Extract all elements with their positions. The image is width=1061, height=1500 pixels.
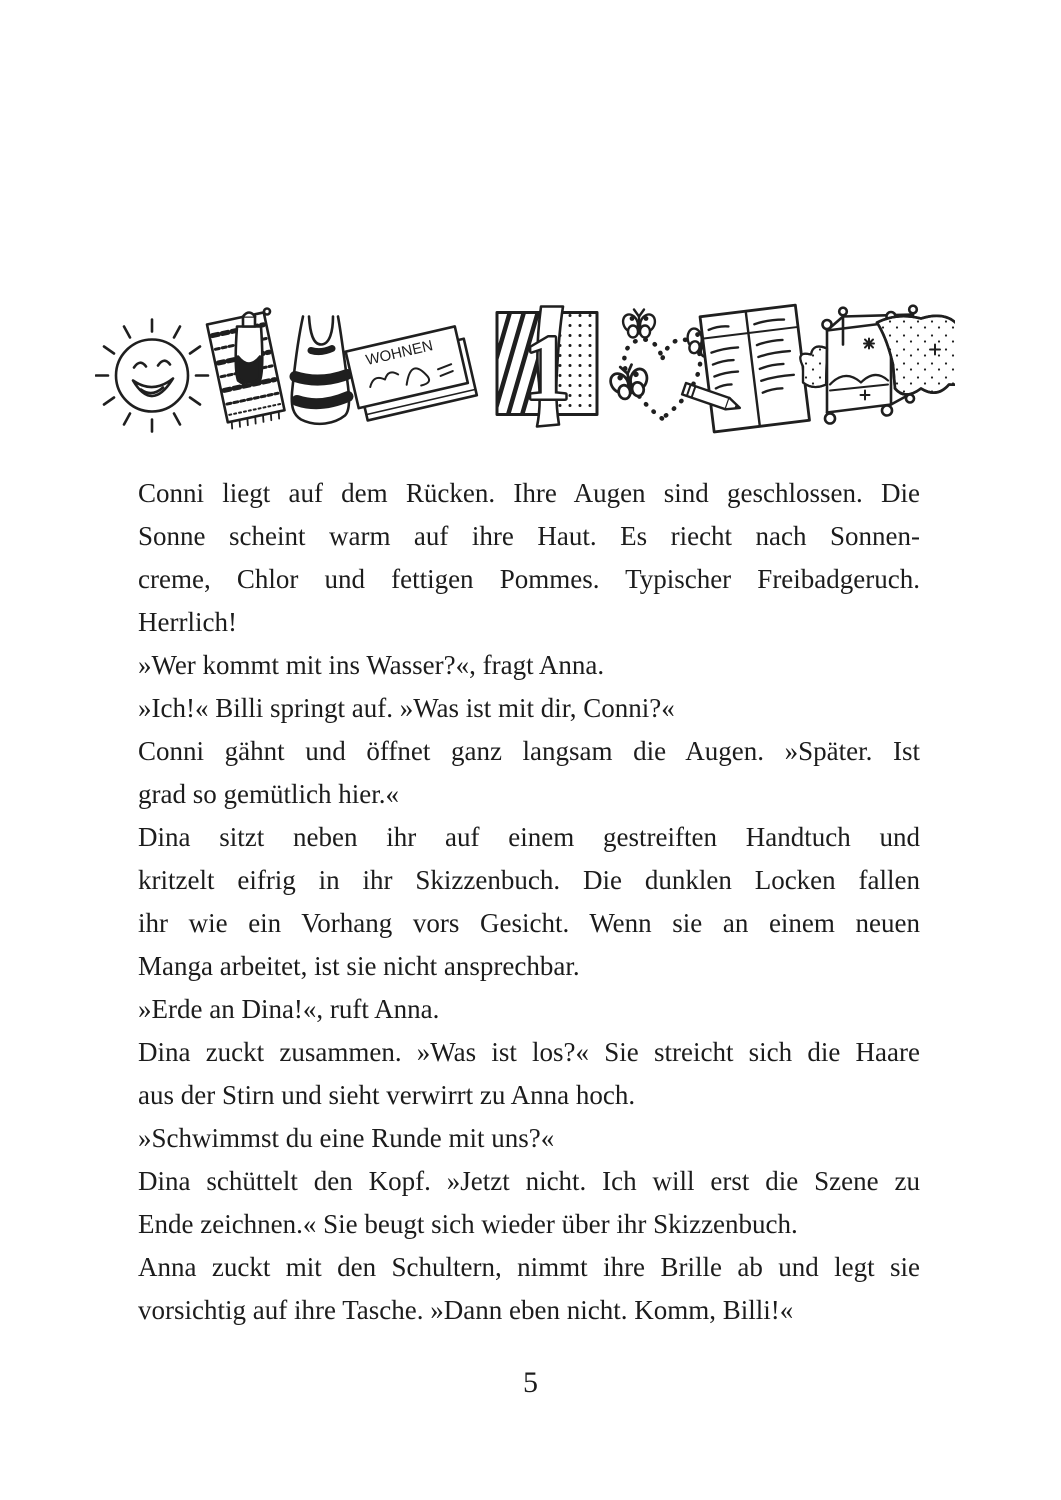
chapter-number-banner-icon [479, 307, 597, 427]
text-line: creme, Chlor und fettigen Pommes. Typischer Freibadgeruch. [138, 564, 920, 594]
magazine-stack-icon [346, 325, 477, 422]
beach-towel-sunscreen-icon [207, 309, 286, 430]
text-line: Conni liegt auf dem Rücken. Ihre Augen sind geschlossen. Die [138, 478, 920, 508]
list-with-pencil-icon [673, 305, 809, 435]
text-line: Ende zeichnen.« Sie beugt sich wieder über ihr Skizzenbuch. [138, 1209, 798, 1239]
text-line: aus der Stirn und sieht verwirrt zu Anna hoch. [138, 1080, 636, 1110]
text-line: vorsichtig auf ihre Tasche. »Dann eben nicht. Komm, Billi!« [138, 1295, 794, 1325]
text-line: Conni gähnt und öffnet ganz langsam die Augen. »Später. Ist [138, 736, 920, 766]
text-line: Anna zuckt mit den Schultern, nimmt ihre Brille ab und legt sie [138, 1252, 920, 1282]
text-line: Manga arbeitet, ist sie nicht ansprechbar. [138, 951, 580, 981]
text-line: Dina schüttelt den Kopf. »Jetzt nicht. Ich will erst die Szene zu [138, 1166, 920, 1196]
page-number: 5 [523, 1366, 538, 1399]
text-line: ihr wie ein Vorhang vors Gesicht. Wenn sie an einem neuen [138, 908, 920, 938]
chapter-number-label: 1 [524, 316, 570, 419]
text-line: kritzelt eifrig in ihr Skizzenbuch. Die dunklen Locken fallen [138, 865, 920, 895]
text-line: grad so gemütlich hier.« [138, 779, 399, 809]
chapter-doodle-band [95, 300, 955, 440]
text-line: Herrlich! [138, 607, 237, 637]
text-line: Dina zuckt zusammen. »Was ist los?« Sie streicht sich die Haare [138, 1037, 920, 1067]
striped-swimsuit-icon [292, 317, 349, 424]
text-line: »Wer kommt mit ins Wasser?«, fragt Anna. [138, 650, 605, 680]
magazine-title-label: WOHNEN [364, 337, 435, 370]
text-line: »Ich!« Billi springt auf. »Was ist mit dir, Conni?« [138, 693, 675, 723]
text-line: »Schwimmst du eine Runde mit uns?« [138, 1123, 555, 1153]
body-text [138, 472, 920, 1332]
four-poster-bed-icon [800, 306, 955, 424]
text-line: »Erde an Dina!«, ruft Anna. [138, 994, 440, 1024]
laughing-sun-icon [96, 320, 208, 432]
text-line: Sonne scheint warm auf ihre Haut. Es riecht nach Sonnen- [138, 521, 920, 551]
text-line: Dina sitzt neben ihr auf einem gestreiften Handtuch und [138, 822, 920, 852]
